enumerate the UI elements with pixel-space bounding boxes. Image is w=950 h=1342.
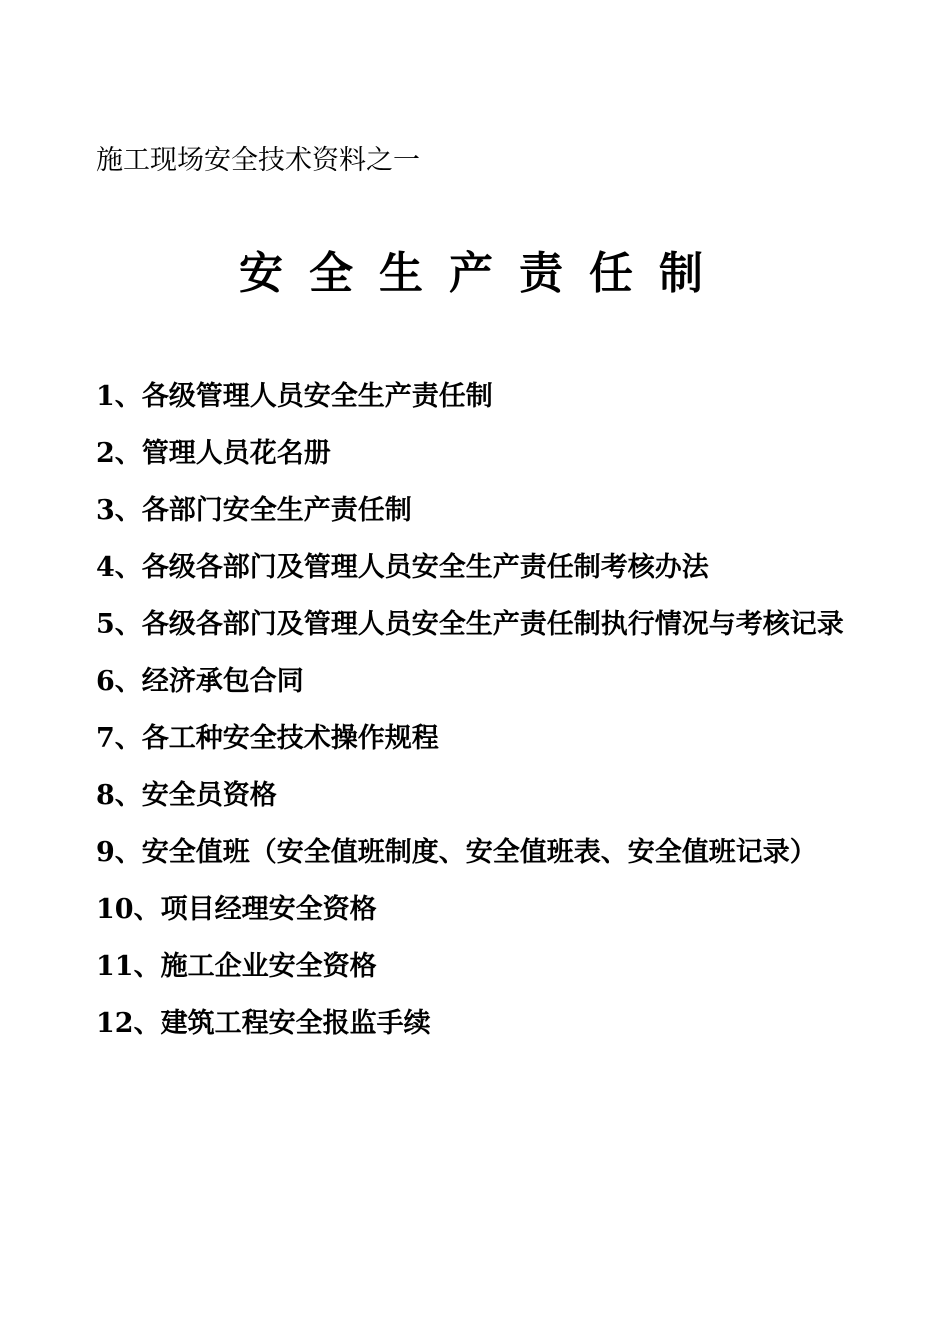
list-item: 6、经济承包合同 bbox=[96, 666, 304, 697]
list-item: 1、各级管理人员安全生产责任制 bbox=[96, 381, 493, 412]
list-item: 2、管理人员花名册 bbox=[96, 438, 331, 469]
list-item: 9、安全值班（安全值班制度、安全值班表、安全值班记录） bbox=[96, 837, 817, 868]
list-item: 3、各部门安全生产责任制 bbox=[96, 495, 412, 526]
document-subtitle: 施工现场安全技术资料之一 bbox=[96, 145, 420, 176]
list-item: 4、各级各部门及管理人员安全生产责任制考核办法 bbox=[96, 552, 709, 583]
list-item: 8、安全员资格 bbox=[96, 780, 277, 811]
list-item: 5、各级各部门及管理人员安全生产责任制执行情况与考核记录 bbox=[96, 609, 844, 640]
list-item: 10、项目经理安全资格 bbox=[96, 894, 377, 925]
item-list bbox=[96, 368, 886, 1052]
document-title: 安全生产责任制 bbox=[239, 248, 729, 299]
list-item: 12、建筑工程安全报监手续 bbox=[96, 1008, 431, 1039]
list-item: 11、施工企业安全资格 bbox=[96, 951, 377, 982]
list-item: 7、各工种安全技术操作规程 bbox=[96, 723, 439, 754]
